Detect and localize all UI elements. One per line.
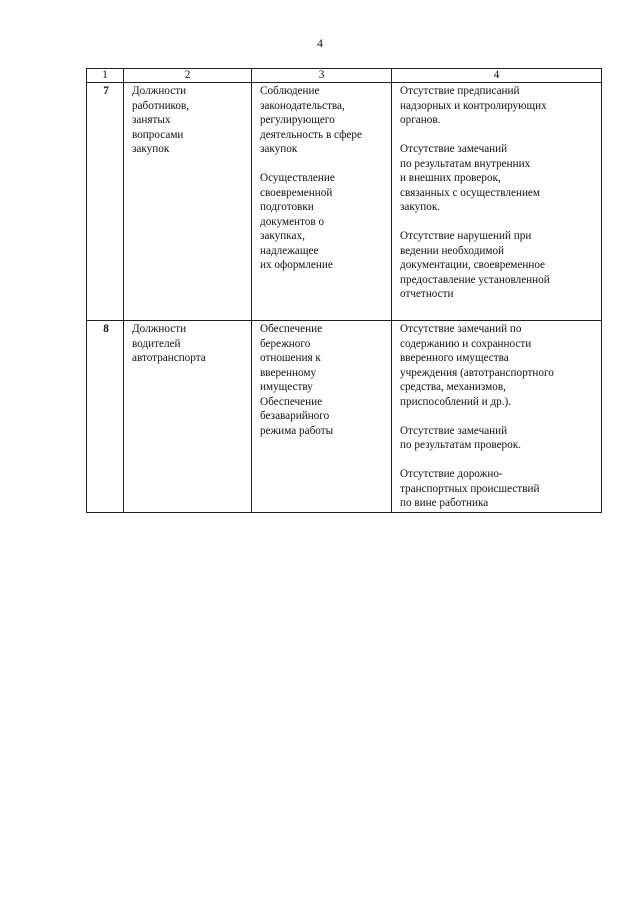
position-cell (124, 83, 252, 321)
text-line: по вине работника (400, 497, 489, 509)
criteria-cell (252, 321, 392, 513)
text-line: по результатам проверок. (400, 439, 521, 451)
text-line: Отсутствие предписаний (400, 85, 520, 97)
text-line: закупках, (260, 230, 305, 242)
text-line: Должности (132, 85, 187, 97)
row-number: 8 (87, 321, 124, 513)
text-line: вопросами (132, 128, 184, 141)
text-line: подготовки (260, 201, 314, 213)
text-line: водителей (132, 337, 181, 350)
text-line: транспортных происшествий (400, 482, 540, 495)
text-line: Отсутствие замечаний (400, 143, 508, 155)
text-line: Отсутствие замечаний (400, 424, 508, 437)
text-line: надзорных и контролирующих (400, 99, 547, 112)
text-line: работников, (132, 99, 190, 112)
table-row (87, 83, 602, 321)
text-line: закупок. (400, 201, 441, 213)
text-line: имуществу (260, 381, 313, 393)
text-line: по результатам внутренних (400, 157, 531, 170)
text-line: приспособлений и др.). (400, 395, 512, 408)
header-cell-3: 3 (252, 69, 392, 83)
text-line: содержанию и сохранности (400, 337, 532, 350)
text-line: Обеспечение (260, 323, 323, 335)
text-line: отношения к (260, 352, 321, 364)
text-line: вверенному (260, 366, 317, 379)
indicators-cell (392, 83, 602, 321)
position-cell (124, 321, 252, 513)
text-line: Осуществление (260, 172, 335, 184)
text-line: связанных с осуществлением (400, 186, 540, 199)
criteria-cell (252, 83, 392, 321)
text-line: законодательства, (260, 99, 345, 112)
indicators-cell (392, 321, 602, 513)
text-line: режима работы (260, 424, 334, 437)
text-line: их оформление (260, 259, 333, 271)
table-row (87, 321, 602, 513)
text-line: деятельность в сфере (260, 128, 362, 141)
text-line: отчетности (400, 288, 454, 300)
text-line: своевременной (260, 186, 333, 199)
text-line: закупок (132, 143, 170, 155)
text-line: Соблюдение (260, 85, 320, 97)
page-number: 4 (317, 36, 323, 50)
text-line: надлежащее (260, 244, 319, 257)
text-line: документации, своевременное (400, 259, 546, 271)
text-line: учреждения (автотранспортного (400, 366, 554, 379)
row-number: 7 (87, 83, 124, 321)
text-line: документов о (260, 215, 325, 228)
text-line: регулирующего (260, 114, 335, 126)
text-line: вверенного имущества (400, 352, 509, 364)
text-line: автотранспорта (132, 352, 206, 364)
text-line: органов. (400, 114, 441, 126)
header-cell-4: 4 (392, 69, 602, 83)
text-line: закупок (260, 143, 298, 155)
text-line: занятых (132, 114, 171, 126)
criteria-table (86, 68, 602, 513)
text-line: ведении необходимой (400, 244, 505, 257)
table-header-row (87, 69, 602, 83)
text-line: Отсутствие нарушений при (400, 230, 532, 242)
text-line: Должности (132, 323, 187, 335)
text-line: и внешних проверок, (400, 172, 501, 184)
header-cell-2: 2 (124, 69, 252, 83)
header-cell-1: 1 (87, 69, 124, 83)
text-line: предоставление установленной (400, 273, 550, 286)
text-line: бережного (260, 337, 311, 350)
text-line: Обеспечение (260, 395, 323, 408)
text-line: безаварийного (260, 410, 330, 422)
text-line: Отсутствие дорожно- (400, 468, 503, 480)
text-line: Отсутствие замечаний по (400, 323, 522, 335)
text-line: средства, механизмов, (400, 381, 506, 393)
